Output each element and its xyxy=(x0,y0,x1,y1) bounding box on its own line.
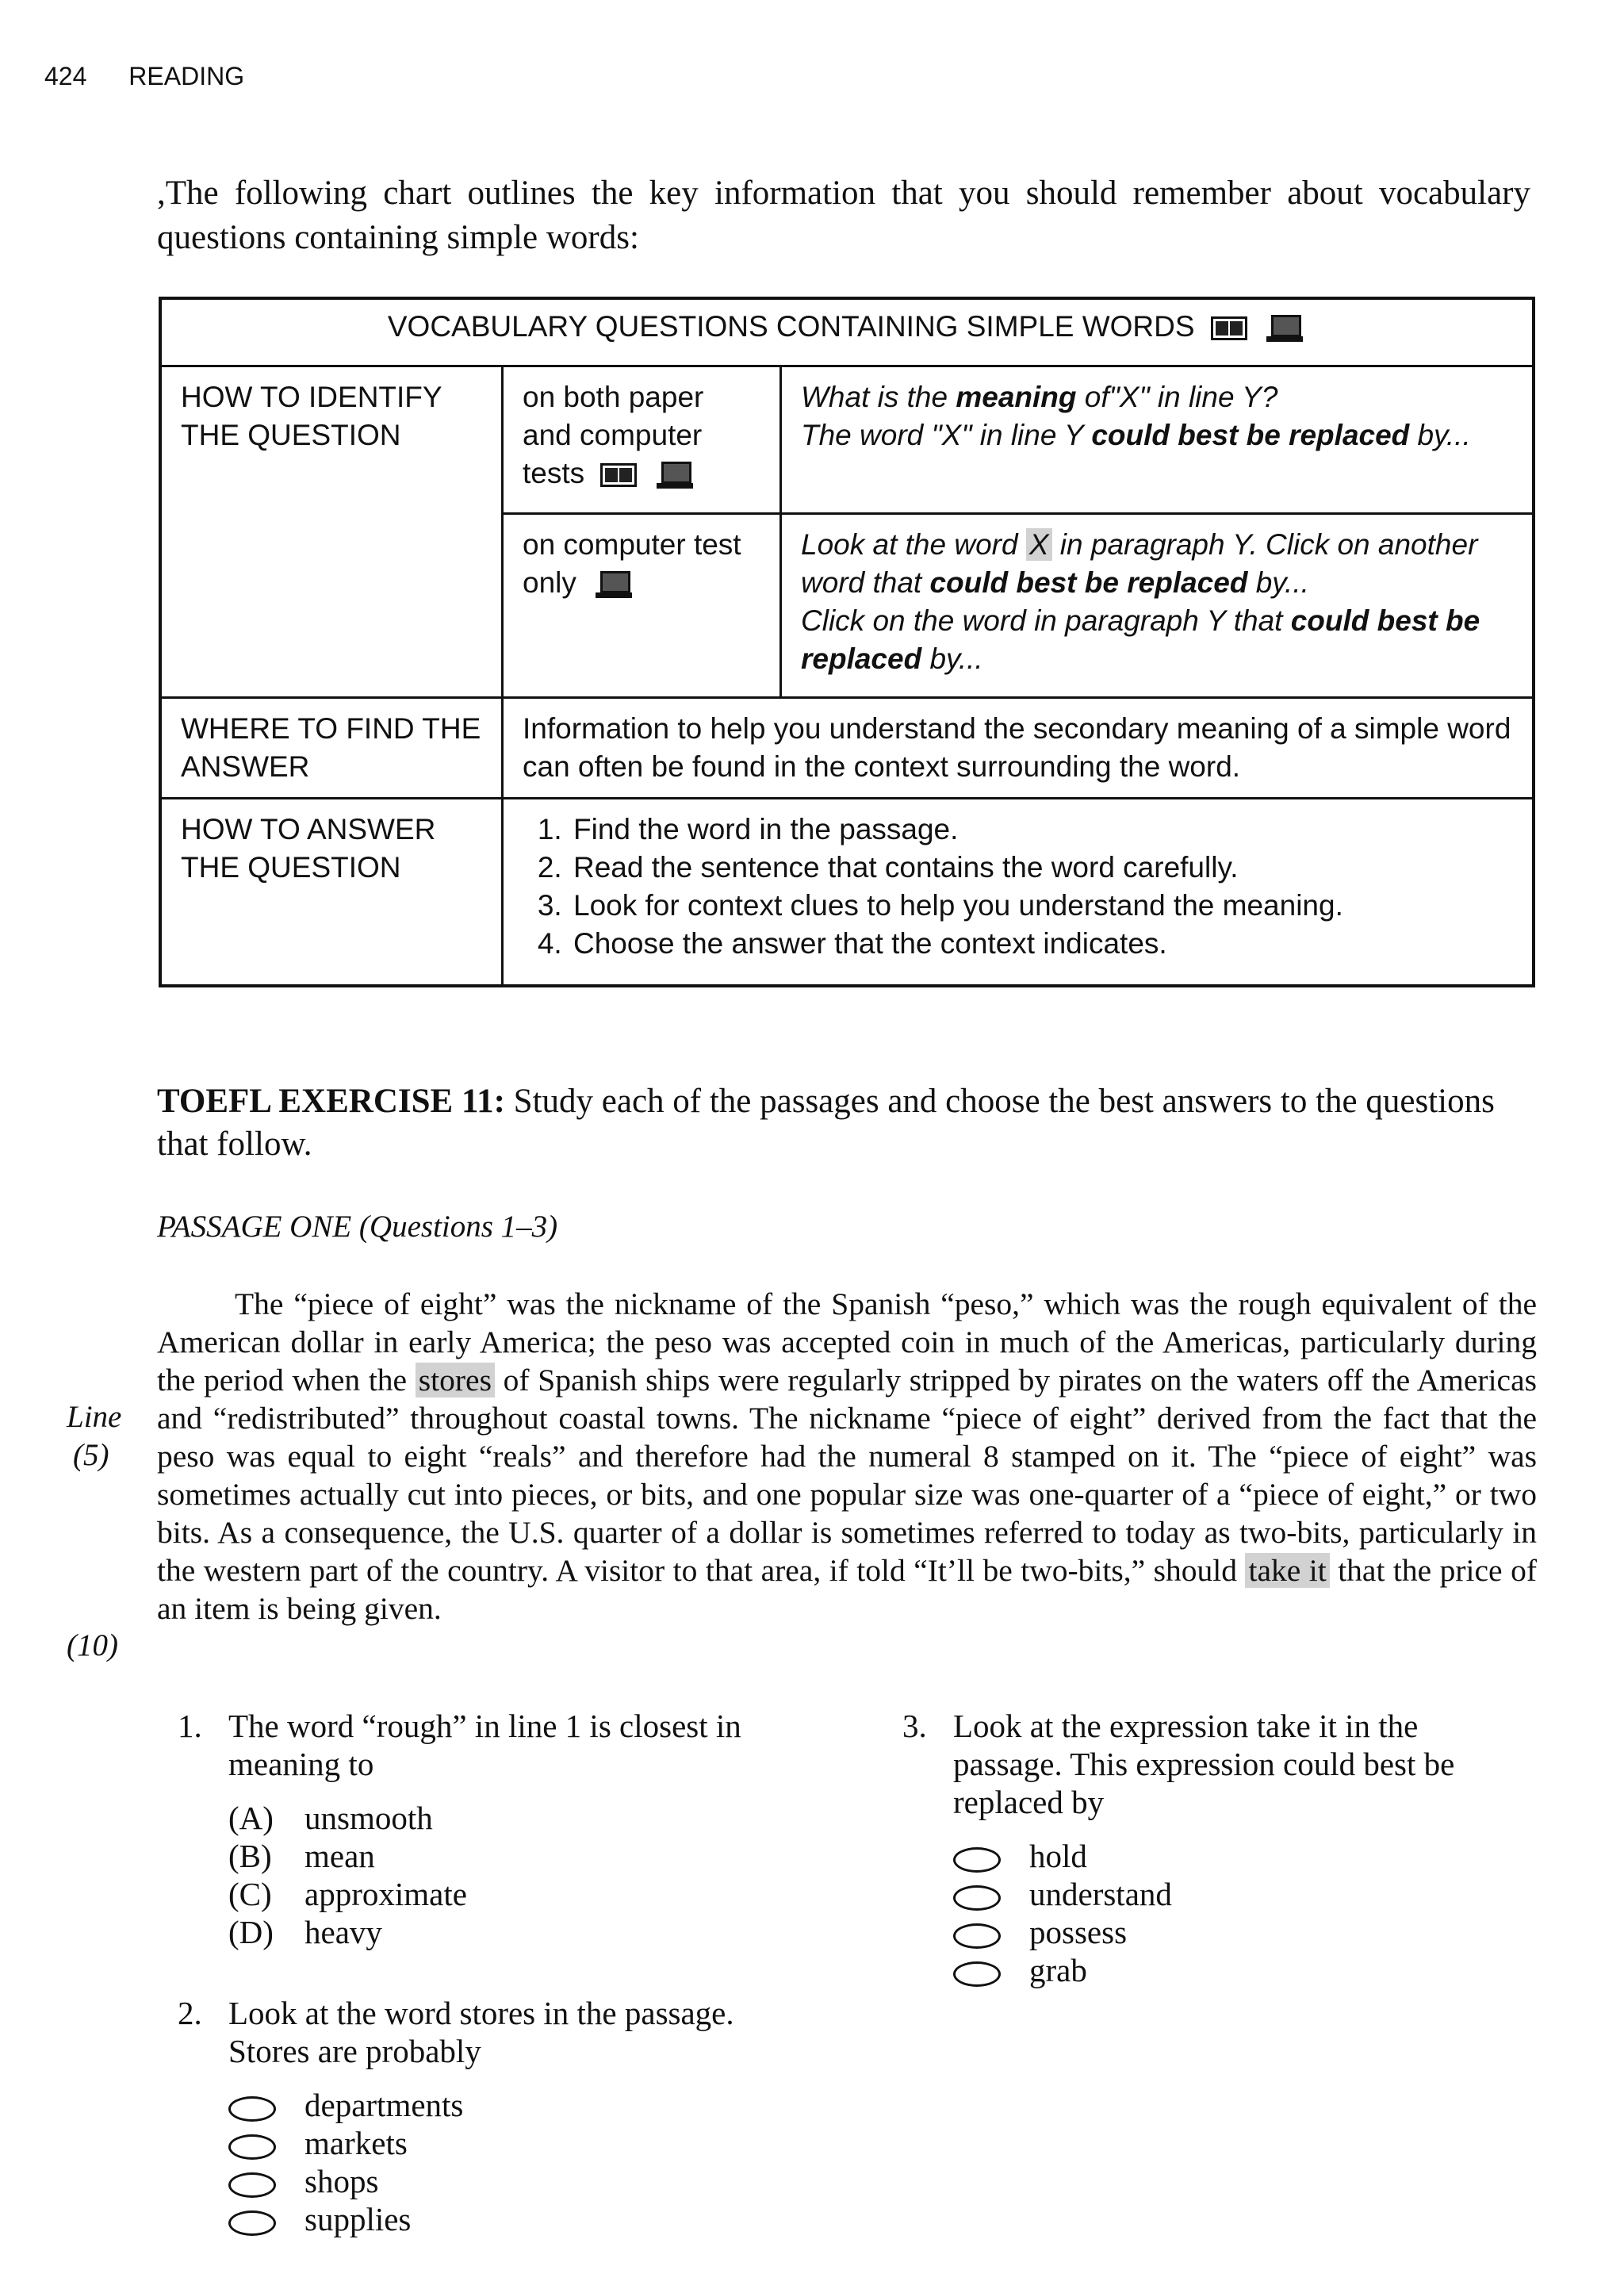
question-stem: Look at the word stores in the passage. Stores are probably xyxy=(228,1995,734,2069)
answer-option[interactable]: hold xyxy=(953,1837,1529,1875)
answer-oval[interactable] xyxy=(228,2210,276,2236)
question-form-replaced: The word "X" in line Y could best be replaced by... xyxy=(801,419,1471,451)
chart-title-cell xyxy=(160,298,1534,366)
answer-oval[interactable] xyxy=(953,1961,1001,1987)
passage-text: The “piece of eight” was the nickname of the Spanish “peso,” which was the rough equivalent of the American dollar in early America; the peso was accepted coin in much of the Americas, particularly during the period when the stores of Spanish ships were regularly stripped by pirates on the waters off the Americas and “redistributed” throughout coastal towns. The nickname “piece of eight” derived from the fact that the peso was equal to eight “reals” and therefore had the numeral 8 stamped on it. The “piece of eight” was sometimes actually cut into pieces, or bits, and one popular size was one-quarter of a “piece of eight,” or two bits. As a consequence, the U.S. quarter of a dollar is sometimes referred to today as two-bits, particularly in the western part of the country. A visitor to that area, if told “It’ll be two-bits,” should take it that the price of an item is being given. xyxy=(157,1286,1537,1626)
chart-title: VOCABULARY QUESTIONS CONTAINING SIMPLE WORDS xyxy=(387,310,1195,343)
identify-label-cell xyxy=(160,366,503,698)
question-1 xyxy=(178,1707,804,1951)
both-tests-label: on both paper and computer tests xyxy=(523,381,704,489)
paper-test-icon xyxy=(600,463,637,487)
computer-test-icon xyxy=(596,571,635,598)
computer-test-icon xyxy=(1266,315,1306,342)
where-label-cell xyxy=(160,698,503,799)
how-steps-list xyxy=(523,811,1513,963)
answer-option[interactable]: supplies xyxy=(228,2200,804,2238)
answer-options xyxy=(228,2086,804,2238)
where-text: Information to help you understand the secondary meaning of a simple word can often be found in the context surrounding the word. xyxy=(523,712,1511,783)
computer-only-cell xyxy=(503,514,781,698)
answer-option[interactable]: departments xyxy=(228,2086,804,2124)
step-item: 4. Choose the answer that the context indicates. xyxy=(570,925,1513,963)
where-text-cell xyxy=(503,698,1534,799)
how-label-cell xyxy=(160,799,503,986)
exercise-text: Study each of the passages and choose the best answers to the questions that follow. xyxy=(157,1083,1495,1163)
question-3 xyxy=(902,1707,1529,1989)
how-label: HOW TO ANSWER THE QUESTION xyxy=(181,813,436,884)
page-header xyxy=(44,62,244,91)
question-form-look-at-word: Look at the word X in paragraph Y. Click on another word that could best be replaced by... xyxy=(801,528,1478,599)
answer-option[interactable]: (C) approximate xyxy=(228,1876,467,1912)
identify-label: HOW TO IDENTIFY THE QUESTION xyxy=(181,381,442,451)
computer-test-icon xyxy=(657,462,696,489)
answer-option[interactable]: understand xyxy=(953,1875,1529,1913)
question-stem: The word “rough” in line 1 is closest in meaning to xyxy=(228,1708,741,1782)
answer-options xyxy=(953,1837,1529,1989)
line-number-10: (10) xyxy=(67,1628,118,1662)
answer-oval[interactable] xyxy=(953,1923,1001,1949)
step-item: 2. Read the sentence that contains the word carefully. xyxy=(570,849,1513,887)
question-2 xyxy=(178,1994,804,2238)
how-steps-cell xyxy=(503,799,1534,986)
answer-option[interactable]: grab xyxy=(953,1951,1529,1989)
where-label: WHERE TO FIND THE ANSWER xyxy=(181,712,481,783)
step-item: 3. Look for context clues to help you understand the meaning. xyxy=(570,887,1513,925)
answer-oval[interactable] xyxy=(953,1885,1001,1911)
question-number: 2. xyxy=(178,1995,202,2031)
computer-only-label: on computer test only xyxy=(523,528,741,599)
line-number-5: (5) xyxy=(73,1438,109,1472)
computer-only-question-forms xyxy=(781,514,1534,698)
answer-oval[interactable] xyxy=(228,2134,276,2160)
question-stem: Look at the expression take it in the passage. This expression could best be replaced by xyxy=(953,1708,1455,1820)
answer-option[interactable]: shops xyxy=(228,2162,804,2200)
answer-option[interactable]: (A) unsmooth xyxy=(228,1800,433,1836)
highlighted-x: X xyxy=(1026,528,1052,561)
highlighted-take-it[interactable]: take it xyxy=(1245,1553,1329,1588)
answer-option[interactable]: markets xyxy=(228,2124,804,2162)
answer-option[interactable]: (D) heavy xyxy=(228,1914,382,1950)
answer-oval[interactable] xyxy=(953,1847,1001,1873)
paper-test-icon xyxy=(1211,316,1247,340)
vocabulary-chart xyxy=(159,297,1535,987)
page-number: 424 xyxy=(44,62,87,90)
highlighted-stores[interactable]: stores xyxy=(416,1363,495,1398)
answer-oval[interactable] xyxy=(228,2096,276,2122)
answer-options xyxy=(228,1799,804,1951)
question-number: 1. xyxy=(178,1708,202,1744)
question-number: 3. xyxy=(902,1708,927,1744)
both-tests-question-forms xyxy=(781,366,1534,514)
question-form-click-word: Click on the word in paragraph Y that could best be replaced by... xyxy=(801,604,1480,675)
question-form-meaning: What is the meaning of"X" in line Y? xyxy=(801,381,1278,413)
exercise-label: TOEFL EXERCISE 11: xyxy=(157,1083,505,1120)
answer-option[interactable]: possess xyxy=(953,1913,1529,1951)
answer-option[interactable]: (B) mean xyxy=(228,1838,375,1874)
section-title: READING xyxy=(128,62,245,90)
intro-paragraph: ,The following chart outlines the key information that you should remember about vocabulary questions containing simple words: xyxy=(157,174,1530,256)
line-label: Line xyxy=(67,1400,122,1434)
answer-oval[interactable] xyxy=(228,2172,276,2198)
exercise-instructions xyxy=(157,1080,1534,1166)
both-tests-cell xyxy=(503,366,781,514)
step-item: 1. Find the word in the passage. xyxy=(570,811,1513,849)
passage-title: PASSAGE ONE (Questions 1–3) xyxy=(157,1210,558,1244)
